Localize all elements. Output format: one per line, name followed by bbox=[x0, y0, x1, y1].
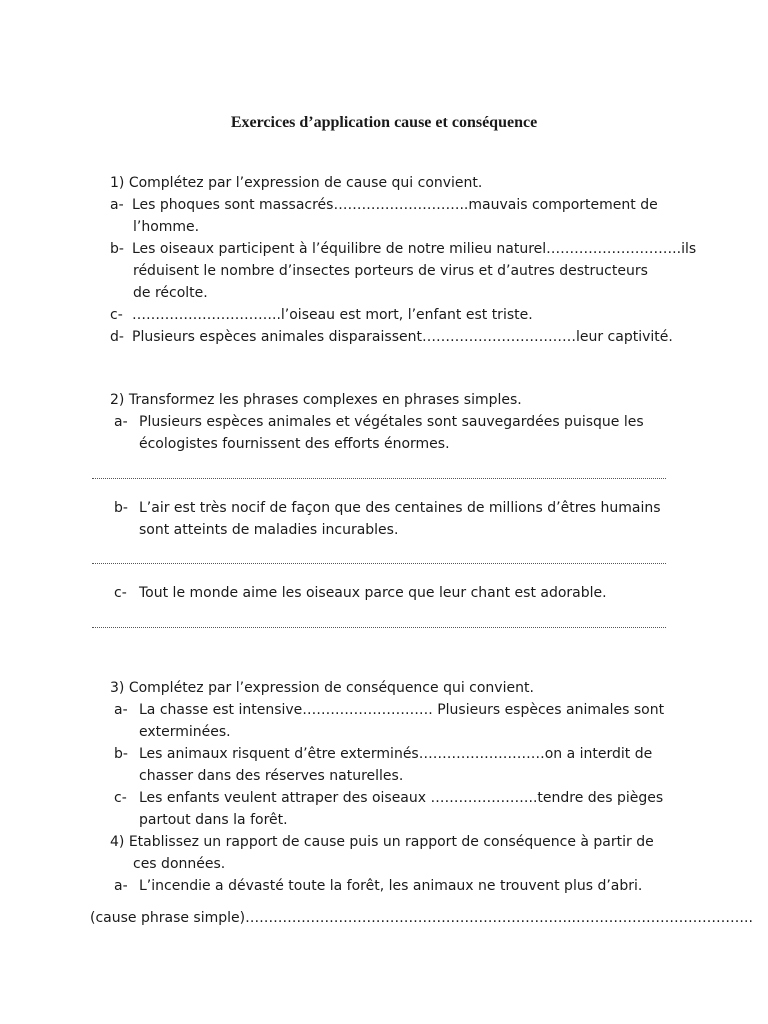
item-marker: a- bbox=[114, 702, 128, 718]
exercise-3-item-b bbox=[114, 743, 652, 765]
item-marker: b- bbox=[114, 746, 128, 762]
item-text: L’incendie a dévasté toute la forêt, les animaux ne trouvent plus d’abri. bbox=[139, 878, 643, 894]
exercise-1-item-a bbox=[110, 194, 658, 216]
item-text: Les phoques sont massacrés………………………..mauvais comportement de bbox=[132, 197, 658, 213]
exercise-3-item-c bbox=[114, 787, 663, 809]
exercise-4-item-a bbox=[114, 875, 642, 897]
item-marker: b- bbox=[110, 241, 124, 257]
exercise-1-item-b bbox=[110, 238, 696, 260]
exercise-3-heading: 3) Complétez par l’expression de conséquence qui convient. bbox=[110, 680, 534, 696]
item-text: Les enfants veulent attraper des oiseaux …………………..tendre des pièges bbox=[139, 790, 664, 806]
exercise-1-item-b-continued-2: de récolte. bbox=[133, 285, 208, 301]
item-marker: c- bbox=[110, 307, 123, 323]
page-title: Exercices d’application cause et conséquence bbox=[230, 114, 538, 131]
exercise-3-item-c-continued: partout dans la forêt. bbox=[139, 812, 288, 828]
item-marker: a- bbox=[114, 878, 128, 894]
exercise-3-item-b-continued: chasser dans des réserves naturelles. bbox=[139, 768, 404, 784]
item-marker: c- bbox=[114, 585, 127, 601]
exercise-1-item-b-continued: réduisent le nombre d’insectes porteurs de virus et d’autres destructeurs bbox=[133, 263, 648, 279]
exercise-2-item-a bbox=[114, 411, 644, 433]
exercise-4-heading: 4) Etablissez un rapport de cause puis un rapport de conséquence à partir de bbox=[110, 834, 654, 850]
answer-dotted-line[interactable] bbox=[92, 627, 666, 628]
item-marker: a- bbox=[110, 197, 124, 213]
item-text: Les animaux risquent d’être exterminés………………………on a interdit de bbox=[139, 746, 653, 762]
exercise-3-item-a-continued: exterminées. bbox=[139, 724, 231, 740]
item-text: La chasse est intensive………………………. Plusieurs espèces animales sont bbox=[139, 702, 665, 718]
exercise-1-item-a-continued: l’homme. bbox=[133, 219, 200, 235]
exercise-1-heading: 1) Complétez par l’expression de cause qui convient. bbox=[110, 175, 483, 191]
answer-dotted-line[interactable] bbox=[92, 478, 666, 479]
item-marker: a- bbox=[114, 414, 128, 430]
item-text: Tout le monde aime les oiseaux parce que leur chant est adorable. bbox=[139, 585, 607, 601]
exercise-2-heading: 2) Transformez les phrases complexes en phrases simples. bbox=[110, 392, 522, 408]
exercise-1-item-d bbox=[110, 326, 673, 348]
item-marker: d- bbox=[110, 329, 124, 345]
exercise-2-item-b bbox=[114, 497, 661, 519]
cause-answer-line[interactable]: (cause phrase simple)……………………………………………………………..……………………………….. bbox=[90, 910, 753, 926]
item-text: L’air est très nocif de façon que des centaines de millions d’êtres humains bbox=[139, 500, 661, 516]
exercise-4-heading-continued: ces données. bbox=[133, 856, 226, 872]
exercise-2-item-a-continued: écologistes fournissent des efforts énormes. bbox=[139, 436, 450, 452]
item-text: Plusieurs espèces animales disparaissent……………………………leur captivité. bbox=[132, 329, 673, 345]
exercise-1-item-c bbox=[110, 304, 533, 326]
exercise-3-item-a bbox=[114, 699, 664, 721]
answer-dotted-line[interactable] bbox=[92, 563, 666, 564]
item-text: …………………………..l’oiseau est mort, l’enfant est triste. bbox=[132, 307, 533, 323]
exercise-2-item-b-continued: sont atteints de maladies incurables. bbox=[139, 522, 399, 538]
item-text: Les oiseaux participent à l’équilibre de notre milieu naturel………………………..ils bbox=[132, 241, 697, 257]
item-text: Plusieurs espèces animales et végétales sont sauvegardées puisque les bbox=[139, 414, 644, 430]
item-marker: c- bbox=[114, 790, 127, 806]
exercise-2-item-c bbox=[114, 582, 607, 604]
item-marker: b- bbox=[114, 500, 128, 516]
